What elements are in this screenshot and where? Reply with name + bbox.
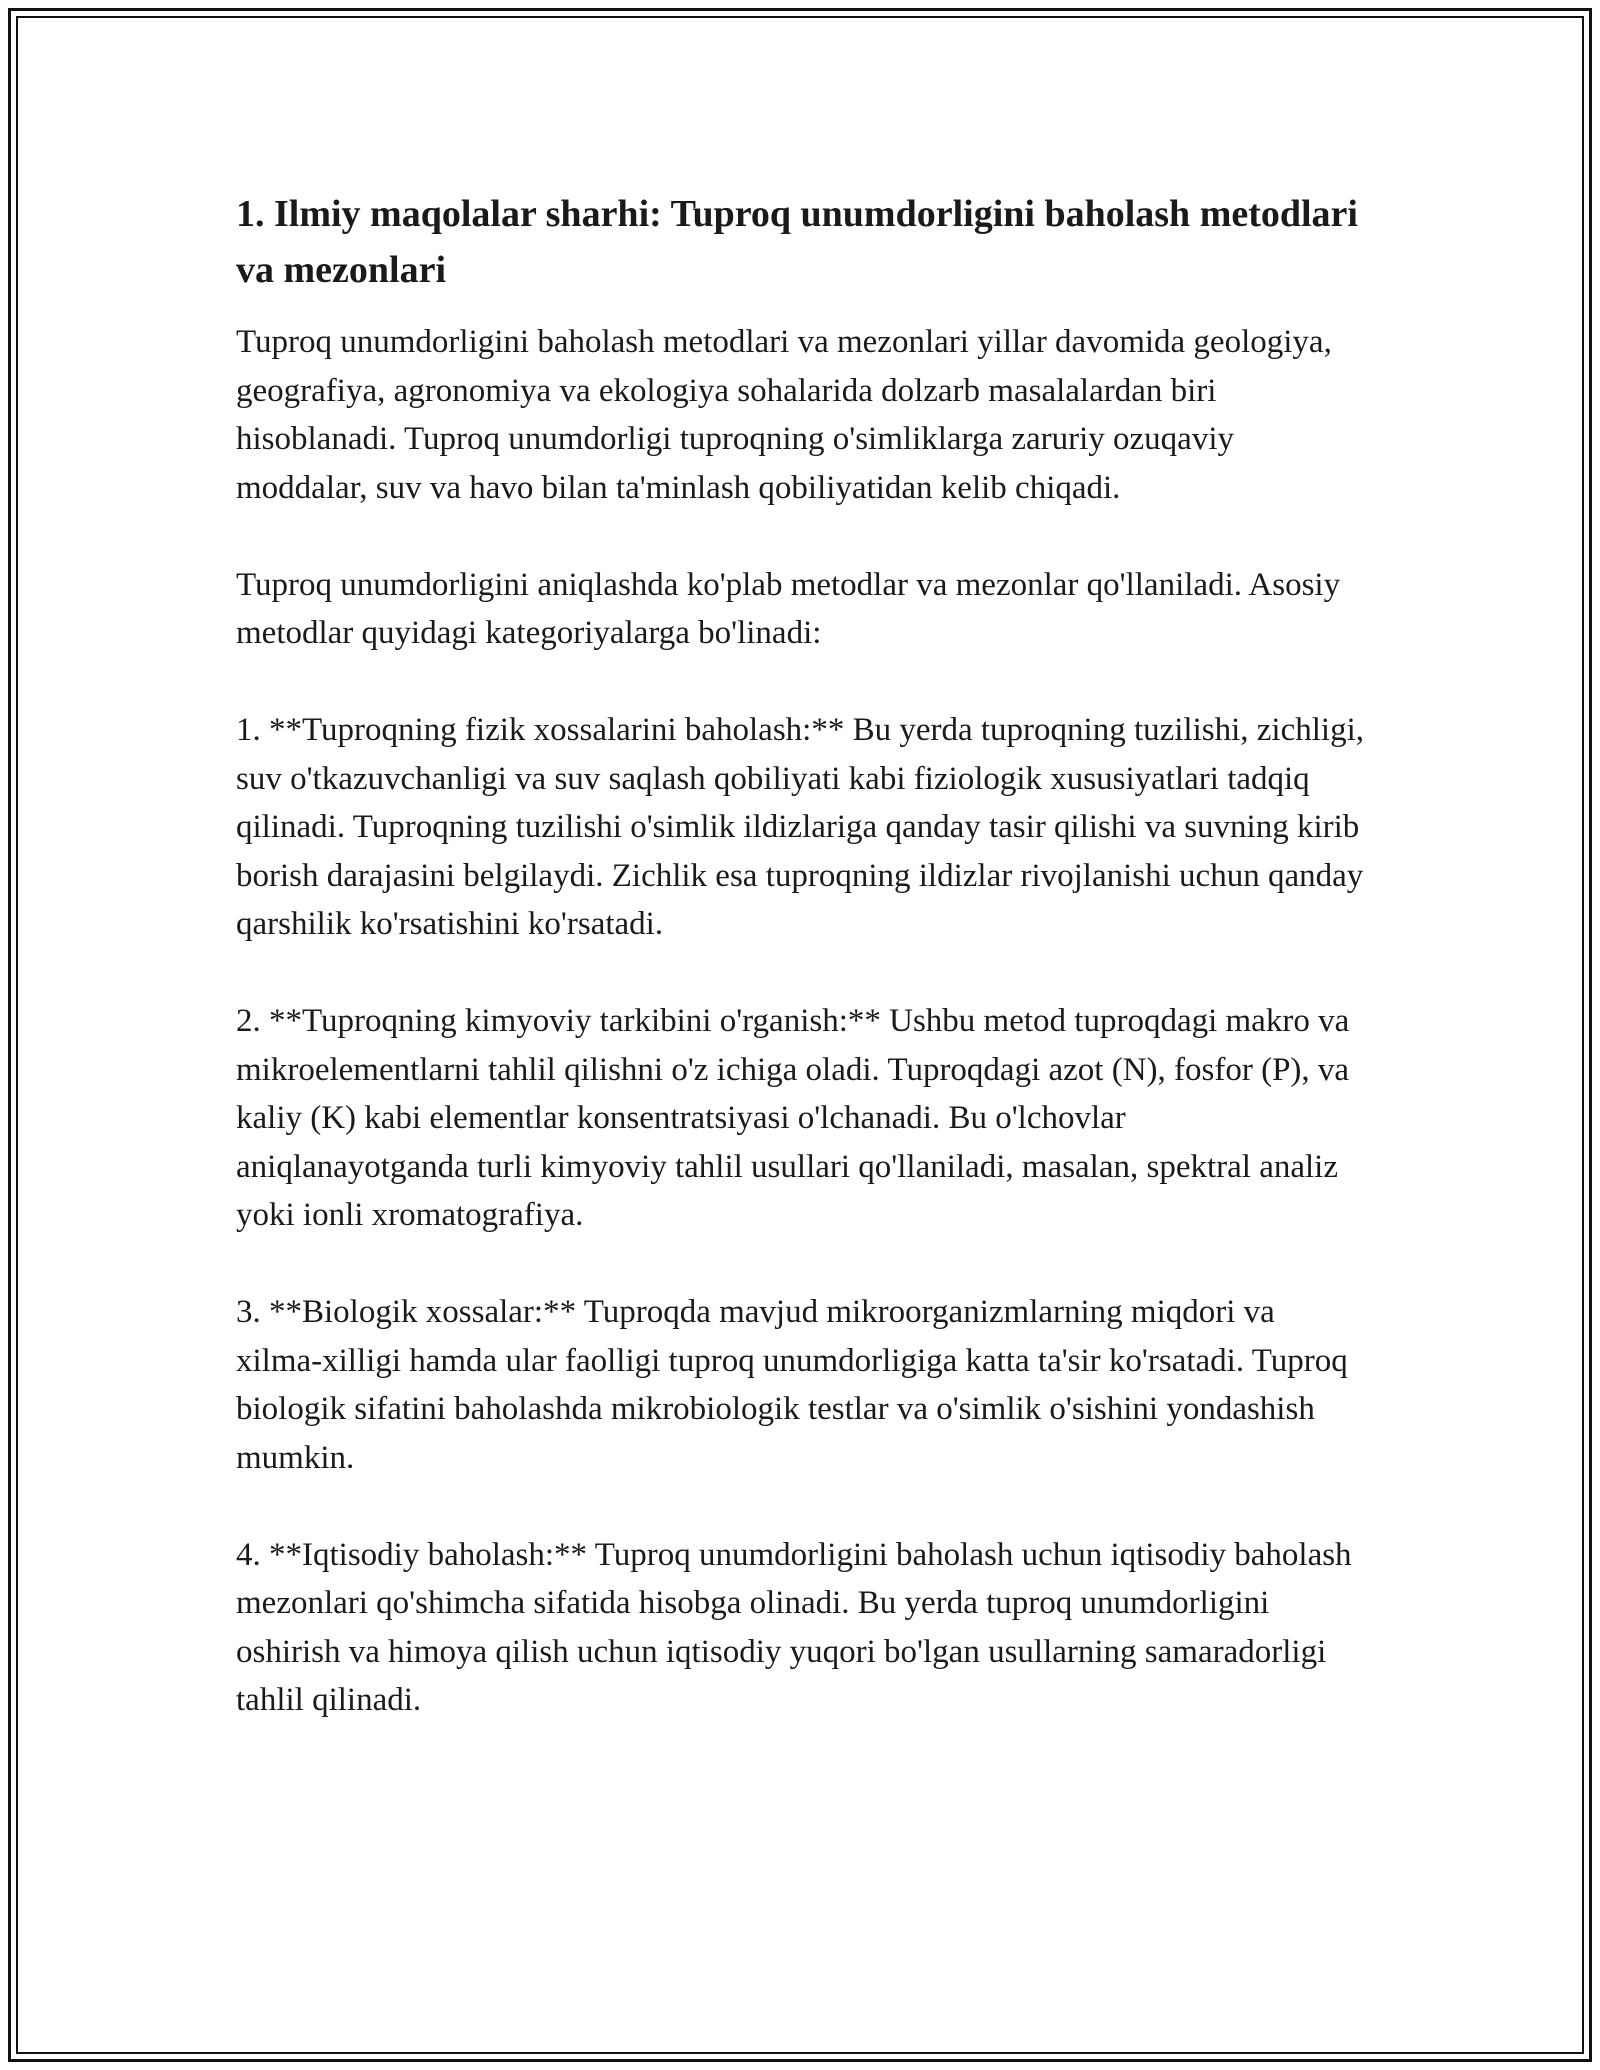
paragraph-methods-overview: Tuproq unumdorligini aniqlashda ko'plab metodlar va mezonlar qo'llaniladi. Asosiy metodlar quyidagi kategoriyalarga bo'linadi: [236, 566, 1341, 651]
paragraph-economic-evaluation: 4. **Iqtisodiy baholash:** Tuproq unumdorligini baholash uchun iqtisodiy baholash mezonlari qo'shimcha sifatida hisobga olinadi. Bu yerda tuproq unumdorligini oshirish va himoya qilish uchun iqtisodiy yuqori bo'lgan usullarning samaradorligi tahlil qilinadi. [236, 1536, 1352, 1718]
paragraph-biological-properties: 3. **Biologik xossalar:** Tuproqda mavjud mikroorganizmlarning miqdori va xilma-xilligi hamda ular faolligi tuproq unumdorligiga katta ta'sir ko'rsatadi. Tuproq biologik sifatini baholashda mikrobiologik testlar va o'simlik o'sishini yondashish mumkin. [236, 1294, 1348, 1476]
paragraph-chemical-composition: 2. **Tuproqning kimyoviy tarkibini o'rganish:** Ushbu metod tuproqdagi makro va mikroelementlarni tahlil qilishni o'z ichiga oladi. Tuproqdagi azot (N), fosfor (P), va kaliy (K) kabi elementlar konsentratsiyasi o'lchanadi. Bu o'lchovlar aniqlanayotganda turli kimyoviy tahlil usullari qo'llaniladi, masalan, spektral analiz yoki ionli xromatografiya. [236, 1003, 1350, 1233]
document-body [236, 186, 1366, 1773]
paragraph-intro: Tuproq unumdorligini baholash metodlari va mezonlari yillar davomida geologiya, geografiya, agronomiya va ekologiya sohalarida dolzarb masalalardan biri hisoblanadi. Tuproq unumdorligi tuproqning o'simliklarga zaruriy ozuqaviy moddalar, suv va havo bilan ta'minlash qobiliyatidan kelib chiqadi. [236, 324, 1332, 506]
document-title: 1. Ilmiy maqolalar sharhi: Tuproq unumdorligini baholash metodlari va mezonlari [236, 193, 1358, 291]
paragraph-physical-properties: 1. **Tuproqning fizik xossalarini baholash:** Bu yerda tuproqning tuzilishi, zichligi, suv o'tkazuvchanligi va suv saqlash qobiliyati kabi fiziologik xususiyatlari tadqiq qilinadi. Tuproqning tuzilishi o'simlik ildizlariga qanday tasir qilishi va suvning kirib borish darajasini belgilaydi. Zichlik esa tuproqning ildizlar rivojlanishi uchun qanday qarshilik ko'rsatishini ko'rsatadi. [236, 712, 1364, 942]
